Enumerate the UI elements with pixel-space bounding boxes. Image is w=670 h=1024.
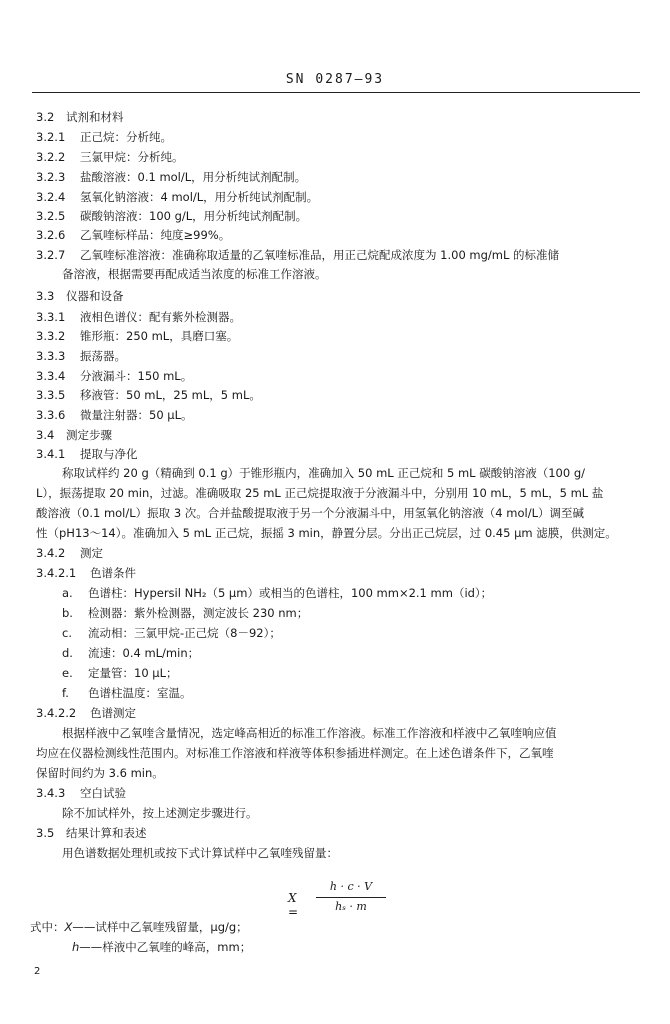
- section-number: 3.2: [36, 110, 55, 124]
- subsection-number: 3.4.2: [36, 546, 66, 560]
- where-prefix: 式中：: [30, 920, 65, 934]
- item-number: 3.3.4: [36, 369, 66, 383]
- section-title: 结果计算和表述: [66, 826, 147, 840]
- formula-numerator: h · c · V: [329, 880, 373, 893]
- item-text: 氢氧化钠溶液：4 mol/L，用分析纯试剂配制。: [80, 190, 319, 204]
- subsection-title: 测定: [80, 546, 103, 560]
- item-letter: e.: [62, 666, 73, 680]
- item-text: 流动相：三氯甲烷-正己烷（8－92）；: [88, 626, 281, 640]
- item-text: 三氯甲烷：分析纯。: [80, 150, 184, 164]
- item-letter: a.: [62, 586, 73, 600]
- paragraph-line: 根据样液中乙氧喹含量情况，选定峰高相近的标准工作溶液。标准工作溶液和样液中乙氧喹响应值: [62, 726, 557, 740]
- item-text: 正己烷：分析纯。: [80, 130, 172, 144]
- section-title: 仪器和设备: [66, 289, 124, 303]
- paragraph-line: L），振荡提取 20 min，过滤。准确吸取 25 mL 正己烷提取液于分液漏斗中，分别用 10 mL，5 mL，5 mL 盐: [36, 486, 604, 500]
- item-text-continued: 备溶液，根据需要再配成适当浓度的标准工作溶液。: [62, 267, 327, 281]
- section-number: 3.4: [36, 428, 55, 442]
- item-letter: b.: [62, 606, 73, 620]
- item-letter: f.: [62, 686, 69, 700]
- item-number: 3.2.4: [36, 190, 66, 204]
- header-rule: [32, 92, 640, 93]
- item-text: 定量管：10 μL；: [88, 666, 178, 680]
- subsection-title: 空白试验: [80, 786, 126, 800]
- item-number: 3.2.6: [36, 228, 66, 242]
- paragraph-line: 均应在仪器检测线性范围内。对标准工作溶液和样液等体积参插进样测定。在上述色谱条件下，乙氧喹: [36, 746, 554, 760]
- subsection-title: 色谱测定: [90, 706, 136, 720]
- item-text: 流速：0.4 mL/min；: [88, 646, 200, 660]
- paragraph-line: 保留时间约为 3.6 min。: [36, 766, 164, 780]
- formula-lhs: X =: [288, 891, 299, 919]
- item-letter: c.: [62, 626, 72, 640]
- item-number: 3.3.5: [36, 388, 66, 402]
- section-number: 3.3: [36, 289, 55, 303]
- subsection-number: 3.4.2.2: [36, 706, 77, 720]
- where-symbol: X: [64, 920, 73, 934]
- formula-fraction: [316, 880, 386, 915]
- item-text: 分液漏斗：150 mL。: [80, 369, 193, 383]
- where-symbol: h: [72, 940, 80, 954]
- section-title: 测定步骤: [66, 428, 112, 442]
- item-number: 3.2.7: [36, 248, 66, 262]
- item-number: 3.2.1: [36, 130, 66, 144]
- item-number: 3.2.3: [36, 170, 66, 184]
- formula-denominator: hₛ · m: [335, 900, 367, 913]
- item-text: 乙氧喹标准溶液：准确称取适量的乙氧喹标准品，用正己烷配成浓度为 1.00 mg/mL 的标准储: [80, 248, 560, 262]
- paragraph-line: 性（pH13～14）。准确加入 5 mL 正己烷，振摇 3 min，静置分层。分出正己烷层，过 0.45 μm 滤膜，供测定。: [36, 526, 617, 540]
- item-number: 3.3.6: [36, 408, 66, 422]
- subsection-number: 3.4.2.1: [36, 566, 77, 580]
- subsection-number: 3.4.3: [36, 786, 66, 800]
- subsection-title: 提取与净化: [80, 447, 138, 461]
- where-text: ——样液中乙氧喹的峰高，mm；: [79, 940, 252, 954]
- item-number: 3.2.5: [36, 209, 66, 223]
- fraction-bar: [316, 897, 386, 898]
- item-text: 移液管：50 mL，25 mL，5 mL。: [80, 388, 261, 402]
- page-number: 2: [34, 966, 41, 977]
- where-clause-line: [72, 940, 251, 955]
- item-text: 色谱柱温度：室温。: [88, 686, 192, 700]
- item-letter: d.: [62, 646, 73, 660]
- item-text: 振荡器。: [80, 349, 126, 363]
- section-title: 试剂和材料: [66, 110, 124, 124]
- subsection-title: 色谱条件: [90, 566, 136, 580]
- item-text: 锥形瓶：250 mL，具磨口塞。: [80, 329, 239, 343]
- item-text: 碳酸钠溶液：100 g/L，用分析纯试剂配制。: [80, 209, 308, 223]
- where-text: ——试样中乙氧喹残留量，μg/g；: [72, 920, 248, 934]
- where-clause-line: [30, 920, 248, 935]
- item-number: 3.3.2: [36, 329, 66, 343]
- item-number: 3.3.1: [36, 310, 66, 324]
- item-number: 3.3.3: [36, 349, 66, 363]
- item-text: 色谱柱：Hypersil NH₂（5 μm）或相当的色谱柱，100 mm×2.1 mm（id）；: [88, 586, 493, 600]
- subsection-number: 3.4.1: [36, 447, 66, 461]
- item-text: 盐酸溶液：0.1 mol/L，用分析纯试剂配制。: [80, 170, 307, 184]
- paragraph-line: 除不加试样外，按上述测定步骤进行。: [62, 806, 258, 820]
- item-text: 液相色谱仪：配有紫外检测器。: [80, 310, 241, 324]
- item-text: 检测器：紫外检测器，测定波长 230 nm；: [88, 606, 309, 620]
- paragraph-line: 用色谱数据处理机或按下式计算试样中乙氧喹残留量：: [62, 846, 338, 860]
- section-number: 3.5: [36, 826, 55, 840]
- paragraph-line: 酸溶液（0.1 mol/L）振取 3 次。合并盐酸提取液于另一个分液漏斗中，用氢氧化钠溶液（4 mol/L）调至碱: [36, 506, 584, 520]
- paragraph-line: 称取试样约 20 g（精确到 0.1 g）于锥形瓶内，准确加入 50 mL 正己烷和 5 mL 碳酸钠溶液（100 g/: [62, 466, 586, 480]
- standard-code-header: SN 0287—93: [285, 72, 385, 87]
- item-text: 微量注射器：50 μL。: [80, 408, 193, 422]
- item-number: 3.2.2: [36, 150, 66, 164]
- item-text: 乙氧喹标样品：纯度≥99%。: [80, 228, 231, 242]
